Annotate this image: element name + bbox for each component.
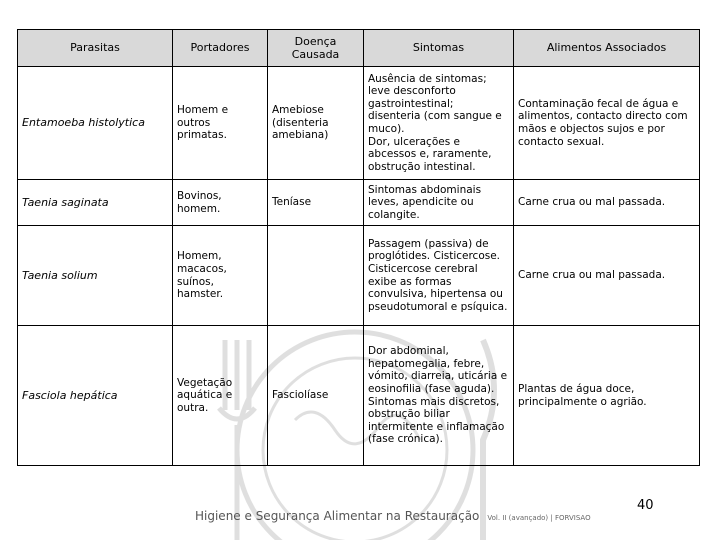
disease-cell: Fasciolíase [268,326,364,466]
symptoms-line: Sintomas abdominais leves, apendicite ou colangite. [368,183,482,221]
symptoms-cell [364,326,514,466]
foods-cell: Carne crua ou mal passada. [514,226,700,326]
symptoms-line: Sintomas mais discretos, obstrução biliar intermitente e inflamação (fase crónica). [368,395,505,446]
footer-subtitle: Vol. II (avançado) | FORVISAO [487,514,591,522]
table-row [18,326,700,466]
header-portadores: Portadores [173,30,268,67]
disease-cell [268,226,364,326]
parasite-name: Taenia saginata [18,180,173,226]
table-row [18,226,700,326]
table-header-row [18,30,700,67]
page-number: 40 [637,498,654,513]
parasite-name: Taenia solium [18,226,173,326]
carriers-cell: Homem e outros primatas. [173,67,268,180]
disease-cell: Amebiose (disenteria amebiana) [268,67,364,180]
symptoms-cell [364,67,514,180]
symptoms-line: Passagem (passiva) de proglótides. Cisticercose. Cisticercose cerebral exibe as formas convulsiva, hipertensa ou pseudotumoral e psíquica. [368,237,508,313]
foods-cell: Contaminação fecal de água e alimentos, contacto directo com mãos e objectos sujos e por contacto sexual. [514,67,700,180]
header-alimentos-associados: Alimentos Associados [514,30,700,67]
parasites-table [17,29,700,466]
foods-cell: Carne crua ou mal passada. [514,180,700,226]
carriers-cell: Vegetação aquática e outra. [173,326,268,466]
symptoms-line: Dor abdominal, hepatomegalia, febre, vómito, diarreia, uticária e eosinofilia (fase aguda). [368,345,508,395]
symptoms-cell [364,226,514,326]
disease-cell: Teníase [268,180,364,226]
symptoms-cell [364,180,514,226]
symptoms-line: Dor, ulcerações e abcessos e, raramente, obstrução intestinal. [368,135,492,173]
header-parasitas: Parasitas [18,30,173,67]
parasite-name: Fasciola hepática [18,326,173,466]
table-row [18,67,700,180]
table-row [18,180,700,226]
symptoms-line: Ausência de sintomas; leve desconforto gastrointestinal; disenteria (com sangue e muco). [368,72,502,135]
header-sintomas: Sintomas [364,30,514,67]
foods-cell: Plantas de água doce, principalmente o agrião. [514,326,700,466]
footer-title: Higiene e Segurança Alimentar na Restauração [195,509,480,523]
carriers-cell: Homem, macacos, suínos, hamster. [173,226,268,326]
header-doenca-causada: Doença Causada [268,30,364,67]
parasite-name: Entamoeba histolytica [18,67,173,180]
footer [195,509,591,523]
carriers-cell: Bovinos, homem. [173,180,268,226]
